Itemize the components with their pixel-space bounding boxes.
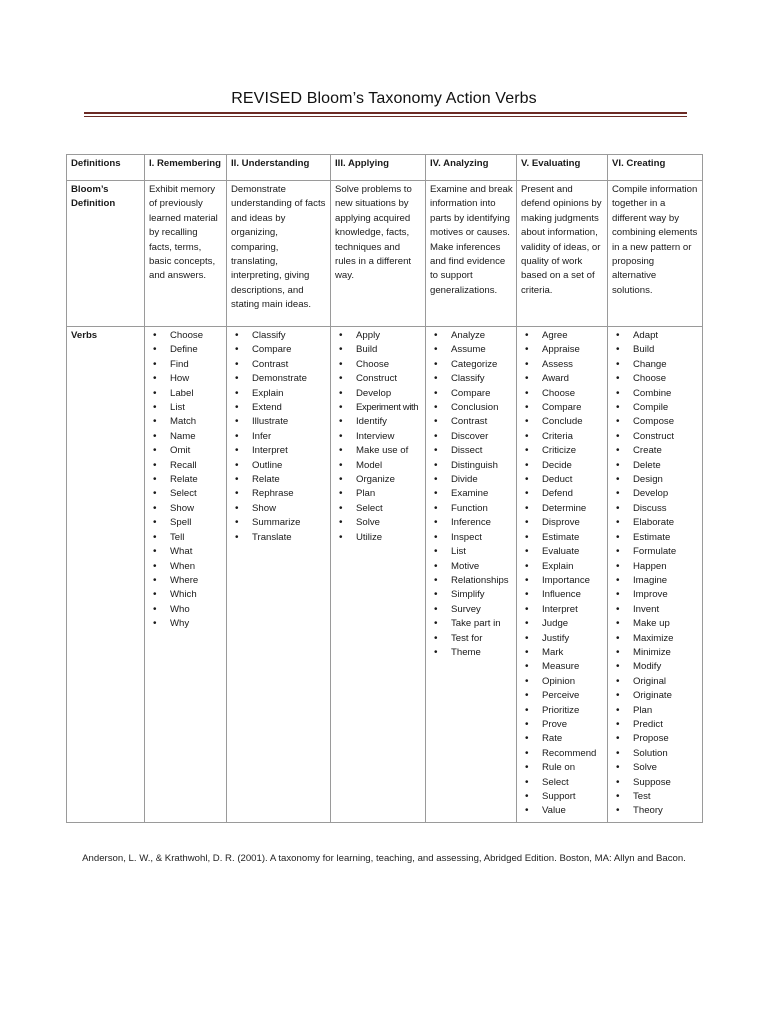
verb-item: • Rephrase [232,487,327,501]
verb-item: • Explain [232,387,327,401]
title-rule-thin [84,116,687,117]
verb-item: • Choose [336,358,422,372]
verb-item: • Recommend [522,747,604,761]
taxonomy-table [66,154,703,823]
verb-item: • Recall [150,459,223,473]
verb-item: • Plan [336,487,422,501]
verb-item: • Elaborate [613,516,699,530]
verb-item: • Discover [431,430,513,444]
verb-item: • Function [431,502,513,516]
verb-item: • Criticize [522,444,604,458]
verb-item: • Originate [613,689,699,703]
verb-item: • Organize [336,473,422,487]
definition-row-label: Bloom’s Definition [67,181,145,327]
header-definitions: Definitions [67,155,145,181]
verb-item: • Omit [150,444,223,458]
verb-item: • Contrast [431,415,513,429]
definition-applying: Solve problems to new situations by applying acquired knowledge, facts, techniques and rules in a different way. [331,181,426,327]
verb-item: • Choose [613,372,699,386]
verb-item: • What [150,545,223,559]
verb-item: • Classify [232,329,327,343]
verb-item: • Model [336,459,422,473]
verb-item: • Relate [232,473,327,487]
verb-item: • Compare [232,343,327,357]
verb-item: • Determine [522,502,604,516]
header-analyzing: IV. Analyzing [426,155,517,181]
verb-item: • Opinion [522,675,604,689]
verb-item: • Tell [150,531,223,545]
verb-item: • Explain [522,560,604,574]
header-remembering: I. Remembering [145,155,227,181]
verb-item: • Support [522,790,604,804]
verb-item: • Show [232,502,327,516]
definition-creating: Compile information together in a different way by combining elements in a new pattern or proposing alternative solutions. [608,181,703,327]
verb-item: • Relate [150,473,223,487]
verb-item: • When [150,560,223,574]
verb-item: • Test for [431,632,513,646]
verb-item: • Assume [431,343,513,357]
verb-item: • Combine [613,387,699,401]
verb-list-creating [612,329,699,819]
verb-item: • Delete [613,459,699,473]
verb-item: • Conclusion [431,401,513,415]
verb-item: • Invent [613,603,699,617]
verb-item: • Show [150,502,223,516]
verb-item: • Solve [613,761,699,775]
verb-item: • Motive [431,560,513,574]
verb-item: • Distinguish [431,459,513,473]
verb-item: • Examine [431,487,513,501]
verb-item: • Suppose [613,776,699,790]
verb-item: • Interpret [522,603,604,617]
verb-item: • Choose [522,387,604,401]
verbs-analyzing [426,327,517,823]
verbs-row [67,327,703,823]
verb-item: • Agree [522,329,604,343]
verb-item: • Why [150,617,223,631]
header-applying: III. Applying [331,155,426,181]
verb-item: • Formulate [613,545,699,559]
definition-remembering: Exhibit memory of previously learned material by recalling facts, terms, basic concepts, and answers. [145,181,227,327]
verb-item: • Classify [431,372,513,386]
verb-item: • Maximize [613,632,699,646]
verb-item: • Design [613,473,699,487]
verb-item: • Simplify [431,588,513,602]
verb-item: • List [431,545,513,559]
verb-item: • Deduct [522,473,604,487]
verb-item: • Translate [232,531,327,545]
header-understanding: II. Understanding [227,155,331,181]
verb-item: • Name [150,430,223,444]
verb-item: • Construct [336,372,422,386]
verb-item: • Prioritize [522,704,604,718]
header-creating: VI. Creating [608,155,703,181]
verb-item: • Award [522,372,604,386]
header-row [67,155,703,181]
page-title: REVISED Bloom’s Taxonomy Action Verbs [231,90,537,107]
verb-item: • Plan [613,704,699,718]
verb-list-remembering [149,329,223,632]
verb-item: • Inference [431,516,513,530]
verb-item: • Adapt [613,329,699,343]
verbs-understanding [227,327,331,823]
verb-list-applying [335,329,422,545]
verb-item: • Measure [522,660,604,674]
citation: Anderson, L. W., & Krathwohl, D. R. (2001). A taxonomy for learning, teaching, and assessing, Abridged Edition. Boston, MA: Allyn and Bacon. [82,853,686,864]
verb-item: • Make up [613,617,699,631]
verb-item: • Decide [522,459,604,473]
verb-item: • Create [613,444,699,458]
verb-item: • Interpret [232,444,327,458]
verb-item: • Define [150,343,223,357]
verb-item: • Rate [522,732,604,746]
verb-item: • Construct [613,430,699,444]
verb-item: • Discuss [613,502,699,516]
verb-item: • Contrast [232,358,327,372]
verb-item: • Change [613,358,699,372]
verb-item: • Estimate [522,531,604,545]
verb-item: • How [150,372,223,386]
verb-list-understanding [231,329,327,545]
verb-item: • Illustrate [232,415,327,429]
verb-item: • Mark [522,646,604,660]
verb-list-evaluating [521,329,604,819]
verb-item: • Justify [522,632,604,646]
verb-item: • Who [150,603,223,617]
verb-item: • Summarize [232,516,327,530]
verb-item: • Where [150,574,223,588]
verb-item: • Modify [613,660,699,674]
verb-item: • Which [150,588,223,602]
verb-item: • Compare [522,401,604,415]
verb-item: • Minimize [613,646,699,660]
title-rule-thick [84,112,687,114]
verb-item: • Make use of [336,444,422,458]
verb-item: • Select [336,502,422,516]
verb-item: • Disprove [522,516,604,530]
verb-item: • Appraise [522,343,604,357]
verb-item: • Happen [613,560,699,574]
verb-item: • Choose [150,329,223,343]
verb-item: • Evaluate [522,545,604,559]
verb-item: • Conclude [522,415,604,429]
definition-understanding: Demonstrate understanding of facts and ideas by organizing, comparing, translating, interpreting, giving descriptions, and stating main ideas. [227,181,331,327]
verb-item: • Prove [522,718,604,732]
verb-item: • Predict [613,718,699,732]
verb-item: • Categorize [431,358,513,372]
verb-item: • Estimate [613,531,699,545]
verb-item: • Divide [431,473,513,487]
verbs-remembering [145,327,227,823]
definition-row [67,181,703,327]
header-evaluating: V. Evaluating [517,155,608,181]
verbs-evaluating [517,327,608,823]
verb-item: • Defend [522,487,604,501]
verb-item: • Rule on [522,761,604,775]
verb-item: • Influence [522,588,604,602]
verb-item: • Dissect [431,444,513,458]
verb-item: • Theme [431,646,513,660]
verb-item: • Compose [613,415,699,429]
verb-list-analyzing [430,329,513,660]
verb-item: • Inspect [431,531,513,545]
verb-item: • Compare [431,387,513,401]
verb-item: • Spell [150,516,223,530]
verb-item: • Criteria [522,430,604,444]
definition-analyzing: Examine and break information into parts by identifying motives or causes. Make inferences and find evidence to support generalizations. [426,181,517,327]
verb-item: • Solution [613,747,699,761]
verb-item: • Take part in [431,617,513,631]
verb-item: • Match [150,415,223,429]
verb-item: • Improve [613,588,699,602]
verb-item: • Infer [232,430,327,444]
verb-item: • Outline [232,459,327,473]
verb-item: • Build [613,343,699,357]
verb-item: • List [150,401,223,415]
verb-item: • Theory [613,804,699,818]
verbs-row-label: Verbs [67,327,145,823]
verb-item: • Demonstrate [232,372,327,386]
verb-item: • Importance [522,574,604,588]
verb-item: • Original [613,675,699,689]
verb-item: • Assess [522,358,604,372]
verb-item: • Identify [336,415,422,429]
verb-item: • Relationships [431,574,513,588]
verb-item: • Extend [232,401,327,415]
verb-item: • Develop [336,387,422,401]
verb-item: • Interview [336,430,422,444]
verb-item: • Solve [336,516,422,530]
verb-item: • Apply [336,329,422,343]
verb-item: • Imagine [613,574,699,588]
verb-item: • Survey [431,603,513,617]
verb-item: • Analyze [431,329,513,343]
verb-item: • Select [150,487,223,501]
verb-item: • Label [150,387,223,401]
verb-item: • Test [613,790,699,804]
verb-item: • Value [522,804,604,818]
verbs-creating [608,327,703,823]
verb-item: • Develop [613,487,699,501]
verb-item: • Experiment with [336,401,422,415]
verbs-applying [331,327,426,823]
verb-item: • Perceive [522,689,604,703]
verb-item: • Propose [613,732,699,746]
verb-item: • Compile [613,401,699,415]
verb-item: • Utilize [336,531,422,545]
verb-item: • Judge [522,617,604,631]
definition-evaluating: Present and defend opinions by making judgments about information, validity of ideas, or quality of work based on a set of criteria. [517,181,608,327]
verb-item: • Find [150,358,223,372]
verb-item: • Build [336,343,422,357]
verb-item: • Select [522,776,604,790]
